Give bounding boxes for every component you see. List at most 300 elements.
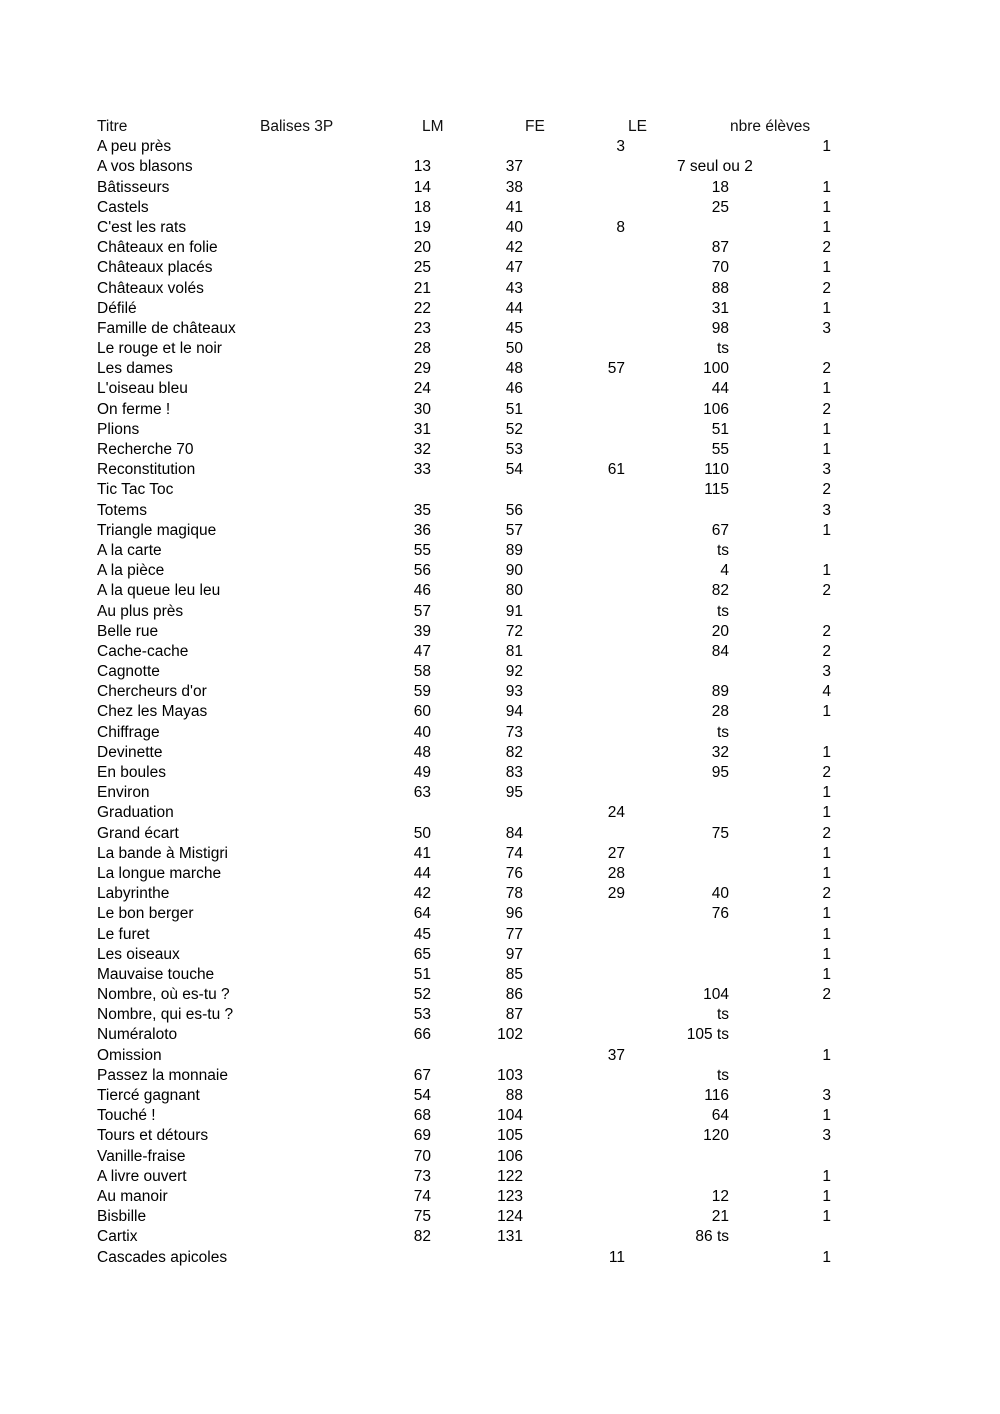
cell-nombre-eleves: 1 xyxy=(822,420,831,438)
cell-lm: 65 xyxy=(413,945,431,963)
cell-nombre-eleves: 1 xyxy=(822,844,831,862)
cell-fe: 74 xyxy=(505,844,523,862)
cell-titre: Cascades apicoles xyxy=(97,1248,228,1266)
header-fe: FE xyxy=(525,118,545,135)
cell-titre: Triangle magique xyxy=(97,521,217,539)
cell-lm: 31 xyxy=(413,420,431,438)
table-row xyxy=(97,440,857,460)
cell-nbre: ts xyxy=(716,541,729,559)
table-row xyxy=(97,1126,857,1146)
cell-nbre: 84 xyxy=(711,642,729,660)
cell-le: 61 xyxy=(607,461,625,479)
cell-titre: Chez les Mayas xyxy=(97,703,208,721)
table-row xyxy=(97,1147,857,1167)
cell-nbre: 82 xyxy=(711,582,729,600)
cell-fe: 78 xyxy=(505,885,523,903)
cell-titre: Vanille-fraise xyxy=(97,1147,186,1165)
table-row xyxy=(97,723,857,743)
cell-le: 37 xyxy=(607,1046,625,1064)
cell-nbre: 115 xyxy=(704,481,729,499)
cell-nbre: 51 xyxy=(711,420,729,438)
cell-nbre: 25 xyxy=(711,198,729,216)
table-row xyxy=(97,884,857,904)
cell-fe: 84 xyxy=(505,824,523,842)
cell-titre: Les oiseaux xyxy=(97,945,180,963)
cell-nombre-eleves: 1 xyxy=(822,1187,831,1205)
cell-nombre-eleves: 3 xyxy=(822,1127,831,1145)
cell-fe: 44 xyxy=(505,299,523,317)
cell-lm: 30 xyxy=(413,400,431,418)
cell-nbre: 64 xyxy=(711,1107,729,1125)
cell-fe: 91 xyxy=(505,602,523,620)
cell-nombre-eleves: 2 xyxy=(822,360,831,378)
cell-lm: 68 xyxy=(413,1107,431,1125)
cell-lm: 33 xyxy=(413,461,431,479)
table-row xyxy=(97,1025,857,1045)
cell-lm: 74 xyxy=(413,1187,431,1205)
cell-lm: 56 xyxy=(413,562,431,580)
table-row xyxy=(97,904,857,924)
header-le: LE xyxy=(628,118,647,135)
cell-lm: 19 xyxy=(413,218,431,236)
cell-lm: 41 xyxy=(413,844,431,862)
cell-nbre: 98 xyxy=(711,319,729,337)
cell-nombre-eleves: 2 xyxy=(822,986,831,1004)
cell-fe: 95 xyxy=(505,784,523,802)
cell-fe: 131 xyxy=(497,1228,523,1246)
table-row xyxy=(97,279,857,299)
table-row xyxy=(97,157,857,177)
cell-nbre: 95 xyxy=(711,764,729,781)
cell-lm: 40 xyxy=(413,723,431,741)
cell-titre: Mauvaise touche xyxy=(97,965,215,983)
cell-nbre: 4 xyxy=(720,562,729,580)
cell-nbre: 87 xyxy=(711,239,729,257)
cell-titre: C'est les rats xyxy=(97,218,187,236)
cell-fe: 123 xyxy=(497,1187,523,1205)
cell-lm: 29 xyxy=(413,360,431,378)
cell-titre: Défilé xyxy=(97,299,137,317)
cell-nombre-eleves: 1 xyxy=(822,784,831,802)
table-row xyxy=(97,662,857,682)
cell-fe: 72 xyxy=(505,622,523,640)
cell-titre: La bande à Mistigri xyxy=(97,844,228,862)
cell-titre: Touché ! xyxy=(97,1107,156,1125)
cell-nbre: 32 xyxy=(711,743,729,761)
cell-titre: La longue marche xyxy=(97,864,222,882)
cell-lm: 69 xyxy=(413,1127,431,1145)
cell-lm: 60 xyxy=(413,703,431,721)
cell-titre: Environ xyxy=(97,784,150,802)
cell-nombre-eleves: 1 xyxy=(822,743,831,761)
cell-fe: 93 xyxy=(505,683,523,701)
header-balises: Balises 3P xyxy=(260,118,334,135)
cell-fe: 54 xyxy=(505,461,523,479)
cell-nombre-eleves: 1 xyxy=(822,1167,831,1185)
table-row xyxy=(97,339,857,359)
cell-nbre: 70 xyxy=(711,259,729,277)
table-row xyxy=(97,198,857,218)
cell-lm: 35 xyxy=(413,501,431,519)
cell-titre: En boules xyxy=(97,764,166,781)
cell-nbre: 40 xyxy=(711,885,729,903)
cell-nombre-eleves: 2 xyxy=(822,400,831,418)
cell-nbre: 55 xyxy=(711,441,729,458)
cell-titre: Châteaux placés xyxy=(97,259,213,277)
cell-nombre-eleves: 2 xyxy=(822,885,831,903)
cell-lm: 23 xyxy=(413,319,431,337)
cell-nombre-eleves: 1 xyxy=(822,178,831,196)
cell-titre: Graduation xyxy=(97,804,174,822)
cell-fe: 82 xyxy=(505,743,523,761)
cell-titre: Au manoir xyxy=(97,1187,168,1205)
table-row xyxy=(97,400,857,420)
cell-lm: 52 xyxy=(413,986,431,1004)
cell-lm: 49 xyxy=(413,764,431,781)
cell-fe: 124 xyxy=(497,1208,523,1226)
cell-titre: Tiercé gagnant xyxy=(97,1087,200,1104)
cell-nombre-eleves: 2 xyxy=(822,824,831,842)
cell-nombre-eleves: 1 xyxy=(822,299,831,317)
cell-lm: 66 xyxy=(413,1026,431,1044)
cell-lm: 45 xyxy=(413,925,431,943)
cell-nombre-eleves: 3 xyxy=(822,1087,831,1104)
cell-nbre: 12 xyxy=(711,1187,729,1205)
cell-nombre-eleves: 1 xyxy=(822,441,831,458)
cell-fe: 52 xyxy=(505,420,523,438)
cell-titre: Au plus près xyxy=(97,602,184,620)
table-body xyxy=(97,137,857,1268)
cell-nombre-eleves: 4 xyxy=(822,683,831,701)
cell-nombre-eleves: 1 xyxy=(822,138,831,156)
cell-titre: Famille de châteaux xyxy=(97,319,236,337)
cell-titre: A la queue leu leu xyxy=(97,582,221,600)
cell-nombre-eleves: 1 xyxy=(822,1208,831,1226)
table-row xyxy=(97,1227,857,1247)
cell-nombre-eleves: 1 xyxy=(822,218,831,236)
cell-fe: 104 xyxy=(497,1107,523,1125)
cell-nombre-eleves: 3 xyxy=(822,501,831,519)
cell-nbre: 67 xyxy=(711,521,729,539)
cell-le: 29 xyxy=(607,885,625,903)
cell-fe: 81 xyxy=(505,642,523,660)
cell-titre: Tours et détours xyxy=(97,1127,209,1145)
cell-titre: Les dames xyxy=(97,360,173,378)
table-row xyxy=(97,581,857,601)
cell-nbre: 76 xyxy=(711,905,729,923)
cell-lm: 47 xyxy=(413,642,431,660)
header-lm: LM xyxy=(422,118,444,135)
cell-titre: Chercheurs d'or xyxy=(97,683,207,701)
cell-titre: Le furet xyxy=(97,925,150,943)
cell-fe: 76 xyxy=(505,864,523,882)
cell-nbre: ts xyxy=(716,723,729,741)
cell-lm: 44 xyxy=(413,864,431,882)
cell-fe: 97 xyxy=(505,945,523,963)
table-row xyxy=(97,743,857,763)
cell-titre: Bâtisseurs xyxy=(97,178,170,196)
table-row xyxy=(97,763,857,783)
cell-nombre-eleves: 1 xyxy=(822,1248,831,1266)
cell-nbre: 28 xyxy=(711,703,729,721)
cell-lm: 63 xyxy=(413,784,431,802)
table-row xyxy=(97,561,857,581)
cell-fe: 122 xyxy=(497,1167,523,1185)
cell-nombre-eleves: 1 xyxy=(822,259,831,277)
cell-titre: L'oiseau bleu xyxy=(97,380,188,398)
cell-nbre: 20 xyxy=(711,622,729,640)
table-row xyxy=(97,925,857,945)
cell-fe: 102 xyxy=(497,1026,523,1044)
cell-titre: Numéraloto xyxy=(97,1026,178,1044)
table-row xyxy=(97,420,857,440)
cell-titre: Plions xyxy=(97,420,140,438)
cell-titre: Omission xyxy=(97,1046,162,1064)
cell-lm: 48 xyxy=(413,743,431,761)
cell-nbre: 44 xyxy=(711,380,729,398)
table-row xyxy=(97,702,857,722)
cell-nbre: 89 xyxy=(711,683,729,701)
table-row xyxy=(97,803,857,823)
cell-titre: A peu près xyxy=(97,138,172,156)
cell-nbre: 31 xyxy=(711,299,729,317)
cell-nombre-eleves: 1 xyxy=(822,380,831,398)
cell-lm: 18 xyxy=(413,198,431,216)
cell-nombre-eleves: 1 xyxy=(822,1107,831,1125)
spreadsheet-table xyxy=(97,117,857,1268)
cell-nombre-eleves: 1 xyxy=(822,562,831,580)
cell-lm: 54 xyxy=(413,1087,431,1104)
cell-lm: 24 xyxy=(413,380,431,398)
cell-nombre-eleves: 1 xyxy=(822,905,831,923)
cell-nbre: 88 xyxy=(711,279,729,297)
table-row xyxy=(97,824,857,844)
table-row xyxy=(97,945,857,965)
cell-fe: 47 xyxy=(505,259,523,277)
cell-nombre-eleves: 2 xyxy=(822,582,831,600)
cell-titre: Le rouge et le noir xyxy=(97,340,222,358)
cell-fe: 103 xyxy=(497,1066,523,1084)
cell-nbre: 100 xyxy=(703,360,729,378)
table-row xyxy=(97,1046,857,1066)
cell-lm: 14 xyxy=(413,178,431,196)
cell-nbre: 21 xyxy=(711,1208,729,1226)
cell-fe: 45 xyxy=(505,319,523,337)
cell-nbre: 116 xyxy=(704,1087,729,1104)
cell-nbre: 75 xyxy=(711,824,729,842)
cell-nbre: ts xyxy=(716,1066,729,1084)
table-row xyxy=(97,379,857,399)
table-row xyxy=(97,1207,857,1227)
cell-titre: Le bon berger xyxy=(97,905,194,923)
header-titre: Titre xyxy=(97,118,128,135)
table-row xyxy=(97,642,857,662)
cell-le: 28 xyxy=(607,864,625,882)
cell-fe: 38 xyxy=(505,178,523,196)
table-row xyxy=(97,1005,857,1025)
table-row xyxy=(97,258,857,278)
table-row xyxy=(97,965,857,985)
cell-nombre-eleves: 3 xyxy=(822,663,831,681)
cell-lm: 32 xyxy=(413,441,431,458)
cell-fe: 51 xyxy=(505,400,523,418)
cell-lm: 67 xyxy=(413,1066,431,1084)
cell-titre: On ferme ! xyxy=(97,400,171,418)
cell-fe: 42 xyxy=(505,239,523,257)
cell-fe: 105 xyxy=(497,1127,523,1145)
cell-titre: Nombre, qui es-tu ? xyxy=(97,1006,234,1024)
cell-fe: 83 xyxy=(505,764,523,781)
table-row xyxy=(97,1086,857,1106)
cell-nombre-eleves: 2 xyxy=(822,622,831,640)
cell-nbre: ts xyxy=(716,602,729,620)
cell-nbre: ts xyxy=(716,340,729,358)
cell-lm: 50 xyxy=(413,824,431,842)
cell-lm: 58 xyxy=(413,663,431,681)
cell-fe: 43 xyxy=(505,279,523,297)
cell-titre: Recherche 70 xyxy=(97,441,194,458)
table-row xyxy=(97,622,857,642)
cell-lm: 46 xyxy=(413,582,431,600)
cell-lm: 57 xyxy=(413,602,431,620)
cell-titre: Tic Tac Toc xyxy=(97,481,174,499)
cell-fe: 89 xyxy=(505,541,523,559)
cell-nombre-eleves: 1 xyxy=(822,703,831,721)
table-row xyxy=(97,602,857,622)
table-row xyxy=(97,480,857,500)
cell-fe: 85 xyxy=(505,965,523,983)
table-row xyxy=(97,218,857,238)
cell-nombre-eleves: 1 xyxy=(822,925,831,943)
table-row xyxy=(97,521,857,541)
cell-titre: Cache-cache xyxy=(97,642,189,660)
cell-titre: Chiffrage xyxy=(97,723,160,741)
cell-lm: 42 xyxy=(413,885,431,903)
cell-titre: Cartix xyxy=(97,1228,138,1246)
table-row xyxy=(97,319,857,339)
cell-fe: 48 xyxy=(505,360,523,378)
table-row xyxy=(97,137,857,157)
table-row xyxy=(97,783,857,803)
cell-fe: 50 xyxy=(505,340,523,358)
cell-fe: 40 xyxy=(505,218,523,236)
cell-lm: 53 xyxy=(413,1006,431,1024)
cell-nbre: 106 xyxy=(703,400,729,418)
cell-fe: 73 xyxy=(505,723,523,741)
cell-lm: 82 xyxy=(413,1228,431,1246)
cell-titre: Bisbille xyxy=(97,1208,147,1226)
cell-titre: Labyrinthe xyxy=(97,885,170,903)
header-row xyxy=(97,117,857,137)
table-row xyxy=(97,1066,857,1086)
cell-lm: 20 xyxy=(413,239,431,257)
cell-nbre: 7 seul ou 2 xyxy=(677,158,753,176)
cell-fe: 90 xyxy=(505,562,523,580)
cell-nbre: 104 xyxy=(703,986,729,1004)
cell-fe: 86 xyxy=(505,986,523,1004)
cell-lm: 59 xyxy=(413,683,431,701)
table-row xyxy=(97,501,857,521)
cell-le: 11 xyxy=(608,1248,625,1266)
cell-lm: 51 xyxy=(413,965,431,983)
cell-lm: 28 xyxy=(413,340,431,358)
cell-nombre-eleves: 2 xyxy=(822,764,831,781)
cell-fe: 96 xyxy=(505,905,523,923)
cell-nbre: 18 xyxy=(711,178,729,196)
cell-nombre-eleves: 1 xyxy=(822,1046,831,1064)
cell-fe: 46 xyxy=(505,380,523,398)
cell-titre: Passez la monnaie xyxy=(97,1066,228,1084)
cell-fe: 53 xyxy=(505,441,523,458)
cell-lm: 73 xyxy=(413,1167,431,1185)
cell-fe: 77 xyxy=(505,925,523,943)
table-row xyxy=(97,1167,857,1187)
cell-titre: Nombre, où es-tu ? xyxy=(97,986,230,1004)
cell-nbre: 110 xyxy=(704,461,729,479)
table-row xyxy=(97,985,857,1005)
cell-fe: 94 xyxy=(505,703,523,721)
cell-lm: 22 xyxy=(413,299,431,317)
cell-lm: 25 xyxy=(413,259,431,277)
cell-fe: 37 xyxy=(505,158,523,176)
cell-nbre: 120 xyxy=(703,1127,729,1145)
cell-titre: Reconstitution xyxy=(97,461,196,479)
table-row xyxy=(97,1187,857,1207)
table-row xyxy=(97,864,857,884)
cell-fe: 92 xyxy=(505,663,523,681)
cell-nombre-eleves: 1 xyxy=(822,804,831,822)
cell-fe: 57 xyxy=(505,521,523,539)
cell-nombre-eleves: 1 xyxy=(822,864,831,882)
header-nbre-eleves: nbre élèves xyxy=(730,118,811,135)
cell-le: 8 xyxy=(616,218,625,236)
cell-le: 24 xyxy=(607,804,625,822)
table-row xyxy=(97,460,857,480)
cell-titre: Totems xyxy=(97,501,147,519)
cell-nombre-eleves: 2 xyxy=(822,279,831,297)
cell-titre: A livre ouvert xyxy=(97,1167,187,1185)
table-row xyxy=(97,178,857,198)
cell-nombre-eleves: 2 xyxy=(822,642,831,660)
cell-fe: 80 xyxy=(505,582,523,600)
cell-lm: 21 xyxy=(413,279,431,297)
cell-titre: Belle rue xyxy=(97,622,159,640)
cell-nombre-eleves: 3 xyxy=(822,461,831,479)
cell-titre: A la pièce xyxy=(97,562,165,580)
cell-titre: Grand écart xyxy=(97,824,179,842)
cell-fe: 87 xyxy=(505,1006,523,1024)
cell-lm: 64 xyxy=(413,905,431,923)
cell-lm: 70 xyxy=(413,1147,431,1165)
table-row xyxy=(97,541,857,561)
cell-lm: 13 xyxy=(413,158,431,176)
cell-lm: 39 xyxy=(413,622,431,640)
cell-fe: 56 xyxy=(505,501,523,519)
cell-lm: 36 xyxy=(413,521,431,539)
cell-fe: 88 xyxy=(505,1087,523,1104)
cell-nombre-eleves: 1 xyxy=(822,965,831,983)
table-row xyxy=(97,682,857,702)
cell-nbre: 105 ts xyxy=(686,1026,729,1044)
table-row xyxy=(97,299,857,319)
cell-nombre-eleves: 3 xyxy=(822,319,831,337)
cell-le: 57 xyxy=(607,360,625,378)
cell-titre: Castels xyxy=(97,198,149,216)
cell-nombre-eleves: 1 xyxy=(822,521,831,539)
cell-le: 27 xyxy=(607,844,625,862)
cell-nbre: ts xyxy=(716,1006,729,1024)
table-row xyxy=(97,1106,857,1126)
